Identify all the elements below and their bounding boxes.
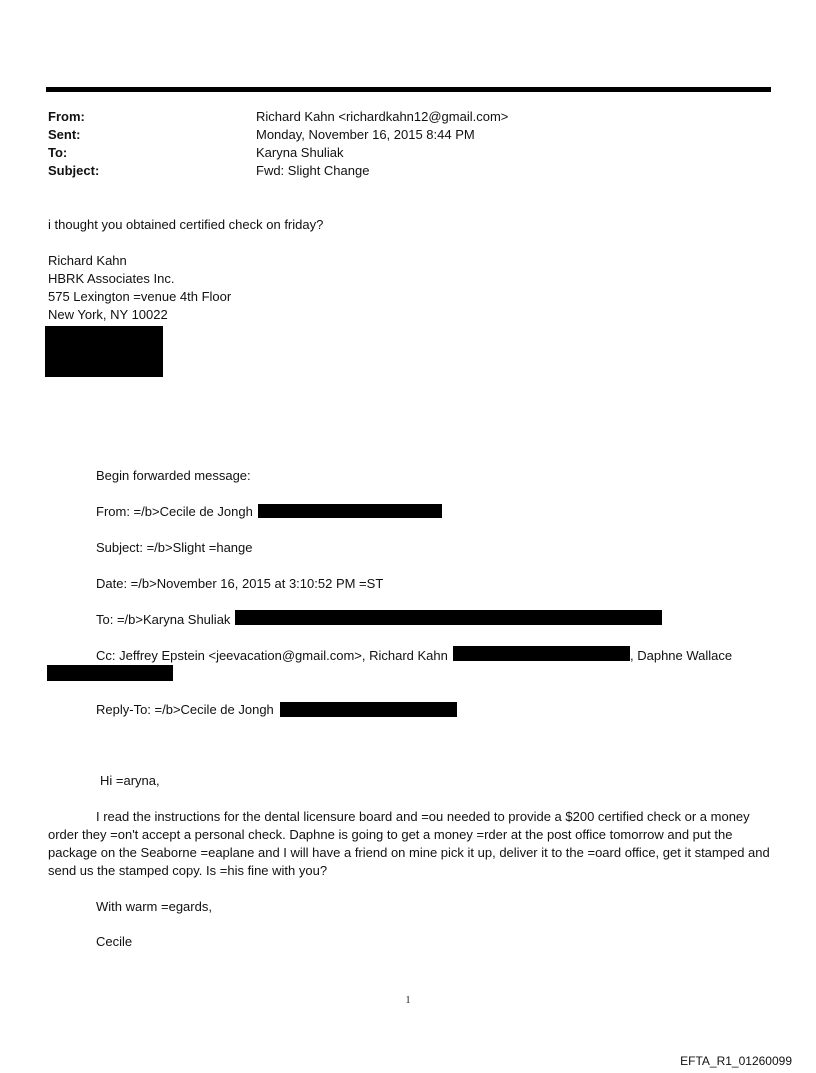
redaction-block (45, 326, 163, 377)
forward-intro: Begin forwarded message: (96, 468, 251, 483)
subject-label: Subject: (48, 163, 100, 178)
signature-city: New York, NY 10022 (48, 307, 168, 322)
from-value: Richard Kahn <richardkahn12@gmail.com> (256, 109, 509, 124)
message-paragraph: I read the instructions for the dental licensure board and =ou needed to provide a $200 certified check or a money order they =on't accept a personal check. Daphne is going to get a money =rder at the post office tomorrow and put the package on the Seaborne =eaplane and I will have a friend on mine pick it up, deliver it to the =oard office, get it stamped and send us the stamped copy. Is =his fine with you? (48, 809, 770, 878)
page-number: 1 (405, 995, 411, 1006)
redaction-bar (280, 702, 457, 717)
fwd-reply-to-line: Reply-To: =/b>Cecile de Jongh (96, 702, 274, 717)
body-line: i thought you obtained certified check on friday? (48, 217, 324, 232)
fwd-date-line: Date: =/b>November 16, 2015 at 3:10:52 PM =ST (96, 576, 384, 591)
sent-value: Monday, November 16, 2015 8:44 PM (256, 127, 475, 142)
header-rule (46, 87, 771, 92)
to-label: To: (48, 145, 68, 160)
signature-name: Richard Kahn (48, 253, 127, 268)
to-value: Karyna Shuliak (256, 145, 344, 160)
redaction-bar (47, 665, 173, 681)
subject-value: Fwd: Slight Change (256, 163, 370, 178)
bates-number: EFTA_R1_01260099 (680, 1054, 792, 1068)
fwd-from-line: From: =/b>Cecile de Jongh (96, 504, 253, 519)
fwd-cc-line: Cc: Jeffrey Epstein <jeevacation@gmail.com>, Richard Kahn (96, 648, 448, 663)
closing: With warm =egards, (96, 899, 212, 914)
greeting: Hi =aryna, (100, 773, 160, 788)
sent-label: Sent: (48, 127, 81, 142)
redaction-bar (258, 504, 442, 518)
fwd-to-line: To: =/b>Karyna Shuliak (96, 612, 231, 627)
redaction-bar (453, 646, 630, 661)
redaction-bar (235, 610, 662, 625)
signature-address: 575 Lexington =venue 4th Floor (48, 289, 232, 304)
signature-company: HBRK Associates Inc. (48, 271, 175, 286)
sender-name: Cecile (96, 934, 133, 949)
fwd-subject-line: Subject: =/b>Slight =hange (96, 540, 253, 555)
fwd-cc-continued: , Daphne Wallace (630, 648, 733, 663)
from-label: From: (48, 109, 85, 124)
